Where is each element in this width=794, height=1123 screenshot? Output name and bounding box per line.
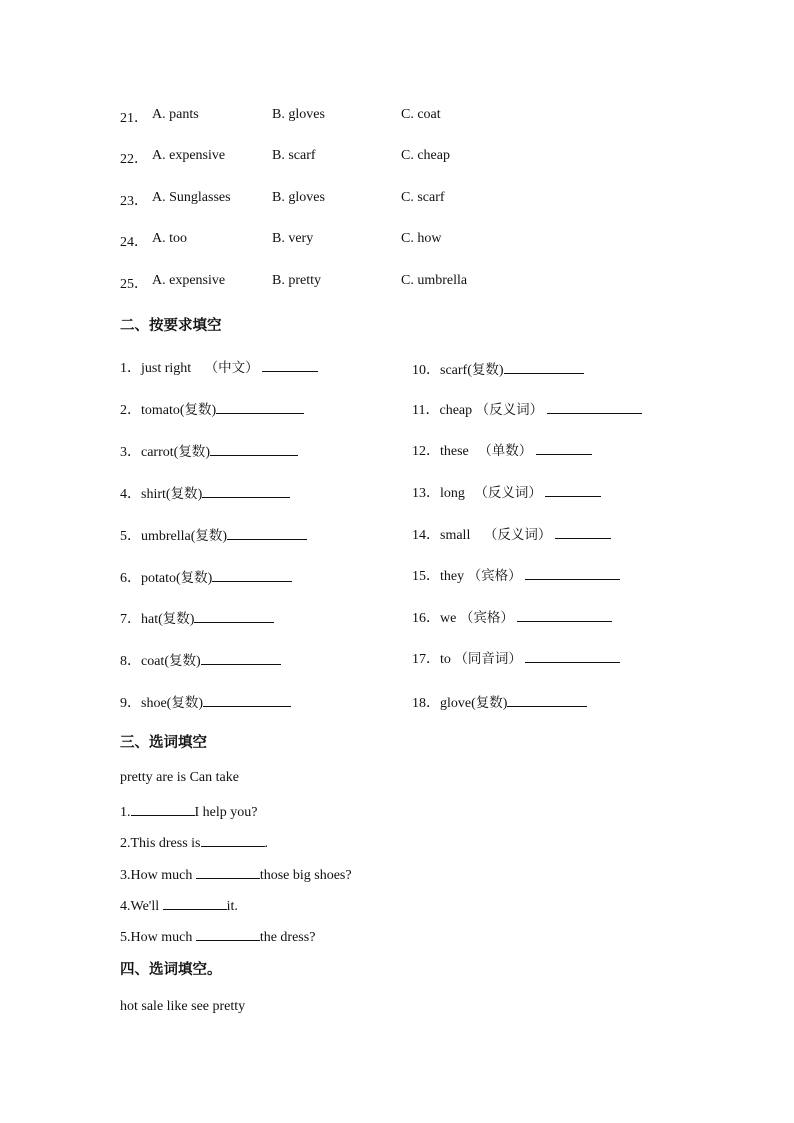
item-hint: 复数 bbox=[475, 695, 503, 711]
sentence-suffix: I help you? bbox=[194, 805, 258, 820]
item-text: 9．shoe( bbox=[120, 696, 172, 711]
answer-blank[interactable] bbox=[536, 440, 592, 455]
item-tail: ) bbox=[498, 363, 504, 378]
item-hint: 复数 bbox=[471, 362, 499, 378]
answer-blank[interactable] bbox=[212, 567, 292, 582]
item-hint: 复数 bbox=[178, 444, 206, 460]
question-number: 23． bbox=[120, 194, 148, 209]
item-text: 14．small bbox=[412, 528, 471, 543]
fill-item bbox=[120, 566, 292, 587]
item-text: 11．cheap bbox=[412, 403, 473, 418]
sentence-suffix: the dress? bbox=[259, 930, 316, 945]
item-text: 16．we bbox=[412, 611, 457, 626]
answer-blank[interactable] bbox=[196, 926, 260, 941]
item-hint: （反义词） bbox=[474, 485, 542, 501]
item-hint: 复数 bbox=[170, 486, 198, 502]
item-tail: ) bbox=[207, 571, 213, 586]
item-text: 17．to bbox=[412, 652, 451, 667]
option-a: A. Sunglasses bbox=[152, 190, 231, 205]
fill-item bbox=[120, 607, 274, 628]
question-number: 25． bbox=[120, 277, 148, 292]
item-hint: （同音词） bbox=[454, 651, 522, 667]
answer-blank[interactable] bbox=[216, 399, 304, 414]
sentence-prefix: 4.We'll bbox=[120, 899, 163, 914]
option-a: A. pants bbox=[152, 107, 199, 122]
answer-blank[interactable] bbox=[262, 357, 318, 372]
item-hint: （中文） bbox=[204, 360, 259, 376]
answer-blank[interactable] bbox=[545, 482, 601, 497]
answer-blank[interactable] bbox=[196, 864, 260, 879]
fill-item bbox=[120, 691, 291, 712]
fill-item bbox=[120, 482, 290, 503]
fill-item bbox=[120, 440, 298, 461]
fill-item bbox=[412, 398, 642, 419]
item-hint: 复数 bbox=[162, 611, 190, 627]
item-hint: （宾格） bbox=[459, 610, 514, 626]
item-hint: 复数 bbox=[180, 570, 208, 586]
option-c: C. umbrella bbox=[401, 273, 468, 288]
item-text: 8．coat( bbox=[120, 654, 169, 669]
answer-blank[interactable] bbox=[203, 692, 291, 707]
fill-item bbox=[412, 647, 620, 668]
item-hint: 复数 bbox=[168, 653, 196, 669]
option-b: B. scarf bbox=[272, 148, 316, 163]
item-hint: （反义词） bbox=[475, 402, 544, 418]
item-text: 2．tomato( bbox=[120, 403, 185, 418]
item-text: 4．shirt( bbox=[120, 487, 171, 502]
item-tail: ) bbox=[205, 445, 210, 460]
fill-item bbox=[412, 358, 584, 379]
answer-blank[interactable] bbox=[547, 399, 642, 414]
sentence-prefix: 1. bbox=[120, 805, 131, 820]
sentence-prefix: 3.How much bbox=[120, 868, 196, 883]
fill-item bbox=[412, 606, 612, 627]
question-number: 21． bbox=[120, 111, 148, 126]
item-text: 18．glove( bbox=[412, 696, 476, 711]
answer-blank[interactable] bbox=[525, 648, 620, 663]
fill-item bbox=[120, 649, 281, 670]
sentence-suffix: it. bbox=[226, 899, 238, 914]
choice-row bbox=[120, 273, 680, 293]
answer-blank[interactable] bbox=[507, 692, 587, 707]
word-bank: hot sale like see pretty bbox=[120, 999, 246, 1014]
section-heading: 四、选词填空。 bbox=[120, 962, 222, 978]
item-hint: （反义词） bbox=[483, 527, 552, 543]
option-b: B. very bbox=[272, 231, 314, 246]
item-hint: 复数 bbox=[184, 402, 212, 418]
answer-blank[interactable] bbox=[504, 359, 584, 374]
question-number: 22． bbox=[120, 152, 148, 167]
option-c: C. cheap bbox=[401, 148, 450, 163]
item-text: 12．these bbox=[412, 444, 469, 459]
item-text: 10．scarf( bbox=[412, 363, 472, 378]
item-text: 1．just right bbox=[120, 361, 192, 376]
choice-row bbox=[120, 107, 680, 127]
item-text: 3．carrot( bbox=[120, 445, 179, 460]
choice-row bbox=[120, 190, 680, 210]
fill-item bbox=[120, 524, 307, 545]
option-c: C. coat bbox=[401, 107, 441, 122]
option-c: C. scarf bbox=[401, 190, 445, 205]
item-tail: ) bbox=[211, 403, 217, 418]
item-text: 7．hat( bbox=[120, 612, 163, 627]
item-text: 15．they bbox=[412, 569, 465, 584]
choice-row bbox=[120, 148, 680, 168]
question-number: 24． bbox=[120, 235, 148, 250]
section-heading: 三、选词填空 bbox=[120, 735, 207, 751]
answer-blank[interactable] bbox=[163, 895, 227, 910]
item-tail: ) bbox=[197, 487, 203, 502]
answer-blank[interactable] bbox=[517, 607, 612, 622]
sentence-item bbox=[120, 864, 352, 884]
option-a: A. too bbox=[152, 231, 187, 246]
item-hint: （宾格） bbox=[467, 568, 522, 584]
answer-blank[interactable] bbox=[227, 525, 307, 540]
option-a: A. expensive bbox=[152, 148, 226, 163]
item-tail: ) bbox=[195, 654, 201, 669]
answer-blank[interactable] bbox=[202, 483, 290, 498]
fill-item bbox=[412, 691, 587, 712]
sentence-prefix: 5.How much bbox=[120, 930, 196, 945]
sentence-item bbox=[120, 832, 268, 852]
fill-item bbox=[412, 564, 620, 585]
option-b: B. pretty bbox=[272, 273, 321, 288]
fill-item bbox=[412, 439, 592, 460]
item-hint: 复数 bbox=[195, 528, 223, 544]
item-text: 13．long bbox=[412, 486, 465, 501]
answer-blank[interactable] bbox=[201, 832, 265, 847]
sentence-item bbox=[120, 926, 315, 946]
item-tail: ) bbox=[198, 696, 203, 711]
item-hint: （单数） bbox=[478, 443, 533, 459]
fill-item bbox=[120, 356, 318, 377]
answer-blank[interactable] bbox=[131, 801, 195, 816]
section-heading: 二、按要求填空 bbox=[120, 318, 222, 334]
fill-item bbox=[120, 398, 304, 419]
fill-item bbox=[412, 523, 611, 544]
option-b: B. gloves bbox=[272, 107, 325, 122]
word-bank: pretty are is Can take bbox=[120, 770, 239, 785]
answer-blank[interactable] bbox=[201, 650, 281, 665]
item-tail: ) bbox=[222, 529, 228, 544]
item-hint: 复数 bbox=[171, 695, 199, 711]
sentence-suffix: . bbox=[264, 836, 268, 851]
option-c: C. how bbox=[401, 231, 442, 246]
sentence-prefix: 2.This dress is bbox=[120, 836, 201, 851]
item-text: 5．umbrella( bbox=[120, 529, 196, 544]
choice-row bbox=[120, 231, 680, 251]
answer-blank[interactable] bbox=[210, 441, 298, 456]
answer-blank[interactable] bbox=[555, 524, 611, 539]
answer-blank[interactable] bbox=[194, 608, 274, 623]
fill-item bbox=[412, 481, 601, 502]
sentence-item bbox=[120, 801, 257, 821]
sentence-suffix: those big shoes? bbox=[259, 868, 352, 883]
option-a: A. expensive bbox=[152, 273, 226, 288]
item-tail: ) bbox=[189, 612, 195, 627]
answer-blank[interactable] bbox=[525, 565, 620, 580]
item-tail: ) bbox=[502, 696, 508, 711]
item-text: 6．potato( bbox=[120, 571, 181, 586]
option-b: B. gloves bbox=[272, 190, 325, 205]
sentence-item bbox=[120, 895, 238, 915]
